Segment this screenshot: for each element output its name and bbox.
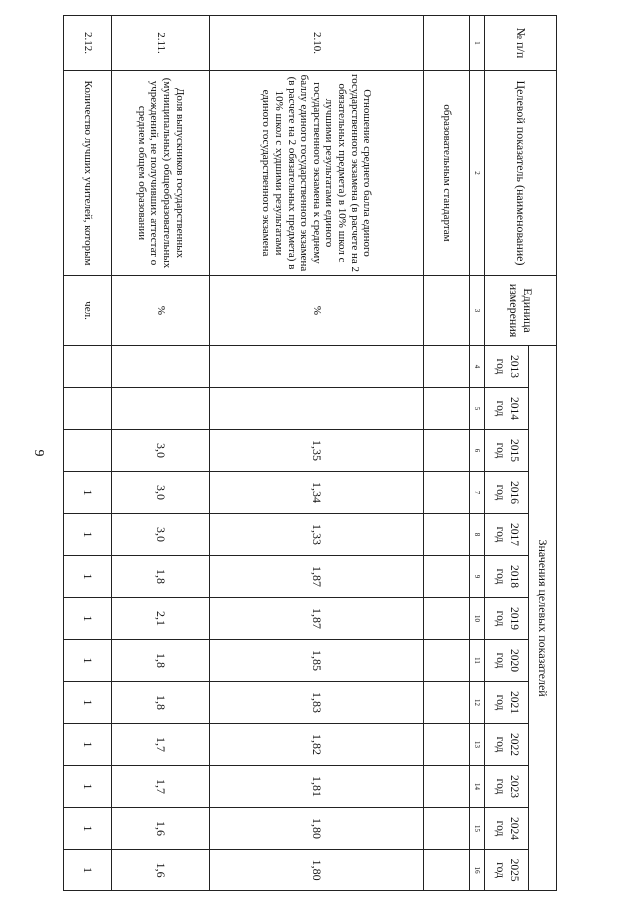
year-header: 2015 год	[485, 430, 529, 472]
value-cell	[424, 388, 470, 430]
value-cell: 1	[64, 514, 112, 556]
row-number: 2.10.	[210, 16, 424, 71]
row-number	[424, 16, 470, 71]
value-cell	[424, 640, 470, 682]
value-cell: 1,80	[210, 808, 424, 850]
value-cell: 1	[64, 640, 112, 682]
column-index-cell: 7	[470, 472, 485, 514]
year-header: 2024 год	[485, 808, 529, 850]
value-cell: 1,7	[112, 766, 210, 808]
value-cell	[112, 346, 210, 388]
value-cell: 1	[64, 766, 112, 808]
column-index-cell: 15	[470, 808, 485, 850]
unit-cell: %	[112, 276, 210, 346]
value-cell	[424, 598, 470, 640]
indicator-name: Доля выпускников государственных (муниципальных) общеобразовательных учреждений, не получивших аттестат о среднем общем образовании	[112, 71, 210, 276]
value-cell: 1,7	[112, 724, 210, 766]
year-header: 2025 год	[485, 850, 529, 891]
value-cell: 1	[64, 808, 112, 850]
value-cell: 1	[64, 682, 112, 724]
value-cell	[64, 430, 112, 472]
indicator-name: Отношение среднего балла единого государственного экзамена (в расчете на 2 обязательных предмета) в 10% школ с лучшими результатами единого государственного экзамена к среднему баллу единого государственного экзамена (в расчете на 2 обязательных предмета) в 10% школ с худшими результатами единого государственного экзамена	[210, 71, 424, 276]
column-index-cell: 10	[470, 598, 485, 640]
year-header: 2019 год	[485, 598, 529, 640]
column-index-cell: 5	[470, 388, 485, 430]
column-index-cell: 1	[470, 16, 485, 71]
value-cell: 1,33	[210, 514, 424, 556]
column-index-cell: 6	[470, 430, 485, 472]
year-header: 2018 год	[485, 556, 529, 598]
table-row	[112, 16, 210, 891]
value-cell	[424, 430, 470, 472]
value-cell	[112, 388, 210, 430]
indicator-name: образовательным стандартам	[424, 71, 470, 276]
year-header: 2021 год	[485, 682, 529, 724]
value-cell	[424, 472, 470, 514]
column-index-cell: 3	[470, 276, 485, 346]
value-cell: 1,85	[210, 640, 424, 682]
table-row	[424, 16, 470, 891]
value-cell: 1	[64, 556, 112, 598]
value-cell: 1,83	[210, 682, 424, 724]
value-cell	[424, 682, 470, 724]
year-header: 2022 год	[485, 724, 529, 766]
target-indicators-table	[63, 15, 557, 891]
value-cell: 1,8	[112, 640, 210, 682]
value-cell	[210, 346, 424, 388]
value-cell	[424, 850, 470, 891]
value-cell: 1,34	[210, 472, 424, 514]
table-row	[210, 16, 424, 891]
row-number: 2.11.	[112, 16, 210, 71]
value-cell	[64, 346, 112, 388]
value-cell: 1	[64, 850, 112, 891]
year-header: 2014 год	[485, 388, 529, 430]
table-row	[64, 16, 112, 891]
column-index-cell: 8	[470, 514, 485, 556]
value-cell	[210, 388, 424, 430]
value-cell: 1,82	[210, 724, 424, 766]
value-cell: 3,0	[112, 514, 210, 556]
column-index-row	[470, 16, 485, 891]
header-indicator: Целевой показатель (наименование)	[485, 71, 557, 276]
unit-cell: чел.	[64, 276, 112, 346]
header-unit: Единица измерения	[485, 276, 557, 346]
value-cell: 1,8	[112, 556, 210, 598]
column-index-cell: 11	[470, 640, 485, 682]
value-cell: 1	[64, 724, 112, 766]
year-header: 2013 год	[485, 346, 529, 388]
value-cell	[424, 808, 470, 850]
value-cell	[424, 346, 470, 388]
rotated-table-container	[72, 15, 557, 890]
value-cell	[424, 514, 470, 556]
year-header: 2017 год	[485, 514, 529, 556]
value-cell: 1,35	[210, 430, 424, 472]
header-num: № п/п	[485, 16, 557, 71]
value-cell: 1,8	[112, 682, 210, 724]
value-cell: 1	[64, 472, 112, 514]
value-cell: 1,6	[112, 850, 210, 891]
column-index-cell: 13	[470, 724, 485, 766]
value-cell	[424, 556, 470, 598]
value-cell: 1,6	[112, 808, 210, 850]
year-header: 2023 год	[485, 766, 529, 808]
value-cell: 1,87	[210, 556, 424, 598]
header-values-group: Значения целевых показателей	[529, 346, 557, 891]
year-header: 2016 год	[485, 472, 529, 514]
page-number: 9	[31, 449, 46, 457]
column-index-cell: 12	[470, 682, 485, 724]
value-cell: 1,87	[210, 598, 424, 640]
unit-cell: %	[210, 276, 424, 346]
unit-cell	[424, 276, 470, 346]
year-header: 2020 год	[485, 640, 529, 682]
column-index-cell: 14	[470, 766, 485, 808]
table-body	[64, 16, 470, 891]
value-cell: 1	[64, 598, 112, 640]
value-cell: 3,0	[112, 472, 210, 514]
column-index-cell: 2	[470, 71, 485, 276]
value-cell: 3,0	[112, 430, 210, 472]
value-cell: 1,81	[210, 766, 424, 808]
value-cell: 1,80	[210, 850, 424, 891]
column-index-cell: 16	[470, 850, 485, 891]
value-cell	[424, 724, 470, 766]
indicator-name: Количество лучших учителей, которым	[64, 71, 112, 276]
column-index-cell: 4	[470, 346, 485, 388]
value-cell	[64, 388, 112, 430]
value-cell: 2,1	[112, 598, 210, 640]
value-cell	[424, 766, 470, 808]
column-index-cell: 9	[470, 556, 485, 598]
row-number: 2.12.	[64, 16, 112, 71]
